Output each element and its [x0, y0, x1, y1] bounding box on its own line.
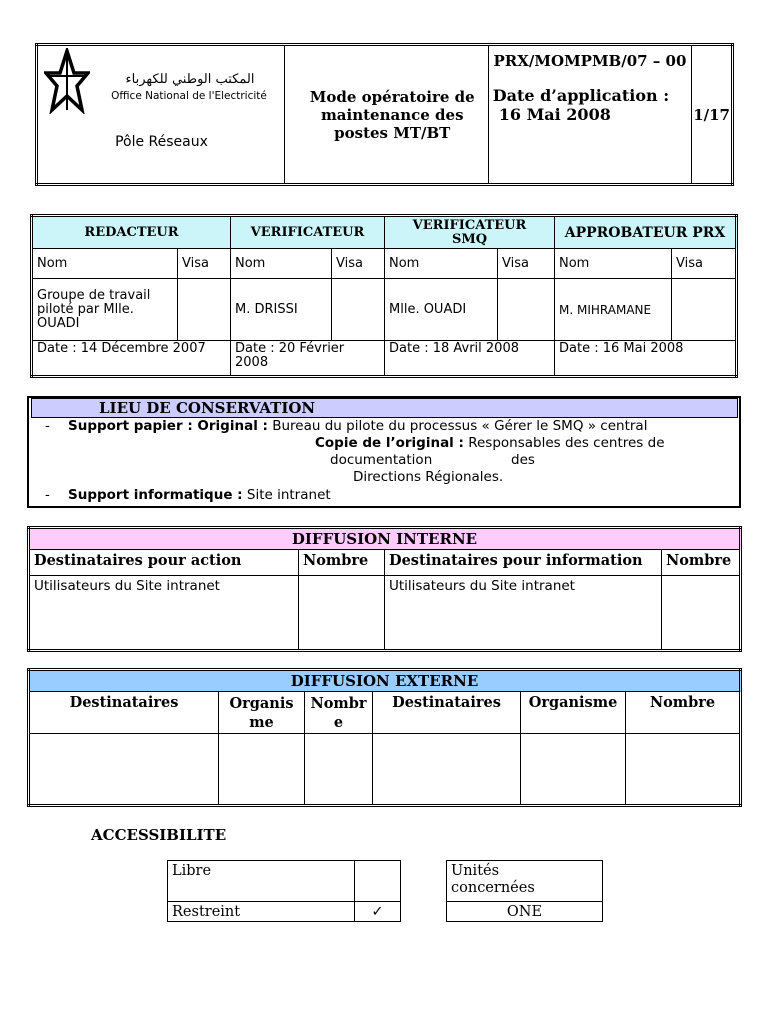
redacteur-visa: [178, 279, 231, 341]
date-application-value: 16 Mai 2008: [498, 105, 611, 124]
nom-label: Nom: [231, 249, 332, 279]
date-application-label: Date d’application :: [492, 86, 670, 105]
department-name: Pôle Réseaux: [115, 134, 208, 150]
support-informatique-value: Site intranet: [246, 487, 331, 503]
nom-label: Nom: [555, 249, 672, 279]
accessibilite-table: [167, 860, 401, 922]
document-header: [35, 43, 734, 186]
ext-organisme-header-2: Organisme: [521, 692, 626, 734]
ext-nombre-header-2: Nombre: [626, 692, 741, 734]
copie-original-label: Copie de l’original :: [315, 435, 464, 451]
verificateur-smq-date: Date : 18 Avril 2008: [385, 341, 555, 377]
accessibilite-title: ACCESSIBILITE: [91, 826, 227, 844]
restreint-check-icon: ✓: [355, 902, 401, 922]
document-title: Mode opératoire de maintenance des postes MT/BT: [309, 87, 475, 142]
libre-check-cell: [355, 861, 401, 902]
unites-concernees-label: Unités concernées: [447, 861, 603, 902]
logo-arabic-text: المكتب الوطني للكهرباء: [125, 72, 255, 87]
copie-original-value-line2: documentation: [330, 452, 433, 468]
diffusion-externe-title: DIFFUSION EXTERNE: [29, 670, 741, 692]
verificateur-date: Date : 20 Février 2008: [231, 341, 385, 377]
nom-label: Nom: [32, 249, 178, 279]
restreint-label: Restreint: [168, 902, 355, 922]
col-verificateur: VERIFICATEUR: [231, 216, 385, 249]
nombre-header: Nombre: [662, 550, 741, 576]
redacteur-date: Date : 14 Décembre 2007: [32, 341, 231, 377]
ext-cell: [521, 734, 626, 806]
libre-label: Libre: [168, 861, 355, 902]
unites-concernees-table: [446, 860, 603, 922]
unites-concernees-value: ONE: [447, 902, 603, 922]
ext-cell: [373, 734, 521, 806]
document-reference: PRX/MOMPMB/07 – 00: [493, 52, 687, 70]
logo-french-text: Office National de l'Electricité: [111, 90, 267, 102]
dest-info-value: Utilisateurs du Site intranet: [385, 576, 662, 651]
col-approbateur: APPROBATEUR PRX: [555, 216, 737, 249]
visa-label: Visa: [498, 249, 555, 279]
support-informatique-label: Support informatique :: [68, 487, 243, 503]
onee-logo-icon: [44, 48, 90, 114]
visa-label: Visa: [332, 249, 385, 279]
lieu-conservation-header: [31, 398, 738, 418]
redacteur-name: Groupe de travail piloté par Mlle. OUADI: [32, 279, 178, 341]
nombre-info-value: [662, 576, 741, 651]
dest-action-header: Destinataires pour action: [29, 550, 299, 576]
copie-original-value-line3: Directions Régionales.: [353, 469, 504, 485]
bullet: -: [45, 418, 50, 434]
diffusion-externe-table: [27, 668, 742, 807]
approvals-table: [30, 214, 738, 378]
approbateur-name: M. MIHRAMANE: [555, 279, 672, 341]
verificateur-name: M. DRISSI: [231, 279, 332, 341]
ext-cell: [626, 734, 741, 806]
logo-cell: [37, 45, 285, 185]
visa-label: Visa: [672, 249, 737, 279]
nombre-action-value: [299, 576, 385, 651]
copie-original-value-line2b: des: [511, 452, 535, 468]
bullet: -: [45, 487, 50, 503]
ext-destinataires-header: Destinataires: [29, 692, 219, 734]
col-verificateur-smq: VERIFICATEUR SMQ: [385, 216, 555, 249]
dest-info-header: Destinataires pour information: [385, 550, 662, 576]
verificateur-smq-visa: [498, 279, 555, 341]
verificateur-visa: [332, 279, 385, 341]
ext-cell: [29, 734, 219, 806]
ext-organisme-header: Organis me: [219, 692, 305, 734]
lieu-conservation-title: LIEU DE CONSERVATION: [99, 399, 316, 417]
visa-label: Visa: [178, 249, 231, 279]
nom-label: Nom: [385, 249, 498, 279]
ext-cell: [305, 734, 373, 806]
approbateur-date: Date : 16 Mai 2008: [555, 341, 737, 377]
support-papier-value: Bureau du pilote du processus « Gérer le SMQ » central: [272, 418, 648, 434]
copie-original-value: Responsables des centres de: [468, 435, 665, 451]
dest-action-value: Utilisateurs du Site intranet: [29, 576, 299, 651]
ext-destinataires-header-2: Destinataires: [373, 692, 521, 734]
support-papier-label: Support papier : Original :: [68, 418, 268, 434]
col-redacteur: REDACTEUR: [32, 216, 231, 249]
verificateur-smq-name: Mlle. OUADI: [385, 279, 498, 341]
diffusion-interne-title: DIFFUSION INTERNE: [29, 528, 741, 550]
ext-cell: [219, 734, 305, 806]
page-number: 1/17: [693, 106, 730, 124]
diffusion-interne-table: [27, 526, 742, 652]
nombre-header: Nombre: [299, 550, 385, 576]
ext-nombre-header: Nombr e: [305, 692, 373, 734]
approbateur-visa: [672, 279, 737, 341]
